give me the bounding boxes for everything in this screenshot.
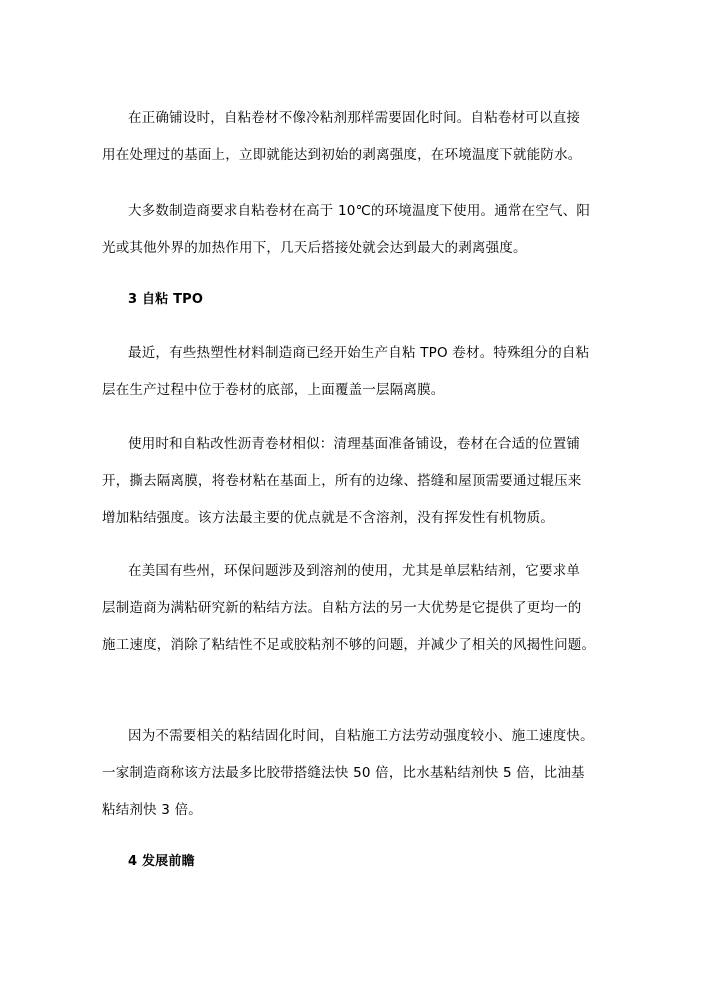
paragraph-3-line-2: 层在生产过程中位于卷材的底部，上面覆盖一层隔离膜。 [102,382,445,398]
paragraph-3-line-1: 最近，有些热塑性材料制造商已经开始生产自粘 TPO 卷材。特殊组分的自粘 [128,345,590,361]
paragraph-1-line-1: 在正确铺设时，自粘卷材不像冷粘剂那样需要固化时间。自粘卷材可以直接 [128,110,581,126]
section-heading-4: 4 发展前瞻 [128,854,195,869]
paragraph-5-line-3: 施工速度，消除了粘结性不足或胶粘剂不够的问题，并减少了相关的风揭性问题。 [102,637,596,653]
paragraph-6-line-3: 粘结剂快 3 倍。 [102,802,202,818]
paragraph-4-line-2: 开，撕去隔离膜，将卷材粘在基面上，所有的边缘、搭缝和屋顶需要通过辊压来 [102,473,582,489]
paragraph-4-line-3: 增加粘结强度。该方法最主要的优点就是不含溶剂，没有挥发性有机物质。 [102,510,555,526]
paragraph-6-line-2: 一家制造商称该方法最多比胶带搭缝法快 50 倍，比水基粘结剂快 5 倍，比油基 [102,765,585,781]
paragraph-5-line-2: 层制造商为满粘研究新的粘结方法。自粘方法的另一大优势是它提供了更均一的 [102,600,582,616]
paragraph-2-line-1: 大多数制造商要求自粘卷材在高于 10℃的环境温度下使用。通常在空气、阳 [128,203,591,219]
paragraph-2-line-2: 光或其他外界的加热作用下，几天后搭接处就会达到最大的剥离强度。 [102,240,527,256]
section-heading-3: 3 自粘 TPO [128,292,204,307]
paragraph-6-line-1: 因为不需要相关的粘结固化时间，自粘施工方法劳动强度较小、施工速度快。 [128,728,594,744]
paragraph-1-line-2: 用在处理过的基面上，立即就能达到初始的剥离强度，在环境温度下就能防水。 [102,147,582,163]
paragraph-4-line-1: 使用时和自粘改性沥青卷材相似：清理基面准备铺设，卷材在合适的位置铺 [128,436,581,452]
paragraph-5-line-1: 在美国有些州，环保问题涉及到溶剂的使用，尤其是单层粘结剂，它要求单 [128,563,581,579]
